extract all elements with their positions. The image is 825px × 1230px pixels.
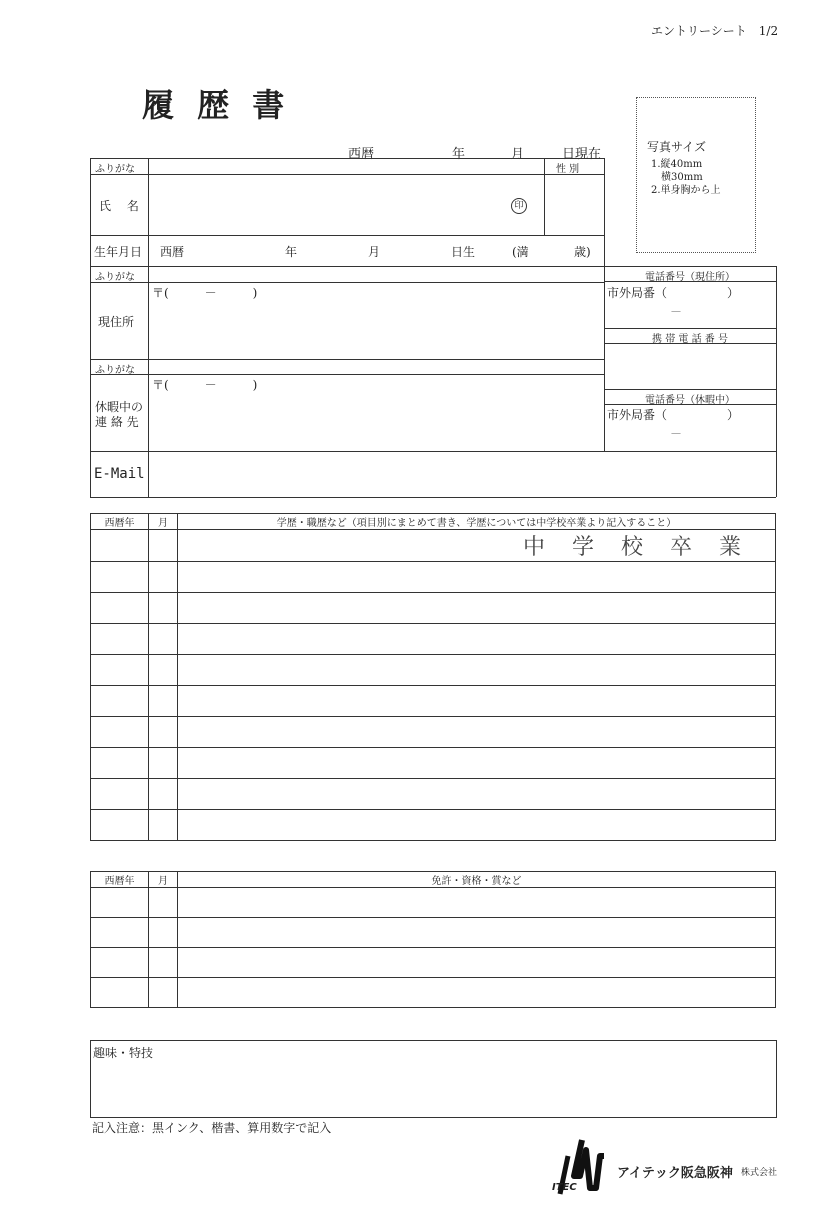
table-row — [91, 655, 776, 686]
history-table — [90, 513, 776, 841]
table-row — [91, 686, 776, 717]
licenses-col-month: 月 — [149, 872, 178, 888]
vacation-phone-dash: － — [670, 427, 683, 441]
hobby-label: 趣味・特技 — [93, 1046, 154, 1060]
home-phone-dash: － — [670, 305, 683, 319]
company-suffix: 株式会社 — [741, 1168, 778, 1178]
company-logo — [552, 1136, 614, 1198]
date-year: 年 — [452, 147, 466, 162]
table-row — [91, 978, 776, 1008]
age-open: (満 — [512, 245, 529, 259]
name-furigana-label: ふりがな — [95, 164, 135, 175]
table-row — [91, 779, 776, 810]
vacation-phone-area-code: 市外局番（ ） — [607, 408, 740, 422]
photo-heading: 写真サイズ — [647, 140, 707, 154]
photo-size-width: 横30mm — [661, 172, 703, 183]
table-row — [91, 624, 776, 655]
table-row — [91, 593, 776, 624]
birth-year: 年 — [285, 245, 298, 259]
vacation-postal-code: 〒( － ) — [152, 378, 258, 392]
home-phone-heading: 電話番号（現住所） — [645, 272, 735, 283]
table-row — [91, 748, 776, 779]
company-logo-text: ITEC — [552, 1182, 577, 1193]
name-label: 氏 名 — [99, 199, 145, 213]
address-label: 現住所 — [98, 315, 135, 329]
address-furigana-label: ふりがな — [95, 272, 135, 283]
address-postal-code: 〒( － ) — [152, 286, 258, 300]
history-col-month: 月 — [149, 514, 178, 530]
seal-mark-icon: 印 — [511, 198, 527, 214]
photo-size-height: 1.縦40mm — [651, 159, 703, 170]
age-close: 歳) — [574, 245, 591, 259]
birthdate-label: 生年月日 — [94, 245, 143, 259]
vacation-label-line1: 休暇中の — [95, 400, 144, 414]
vacation-furigana-label: ふりがな — [95, 365, 135, 376]
table-row — [91, 810, 776, 841]
licenses-col-desc: 免許・資格・賞など — [178, 872, 776, 888]
history-col-year: 西暦年 — [91, 514, 149, 530]
page-title: 履 歴 書 — [142, 86, 291, 124]
date-day: 日現在 — [562, 147, 602, 162]
mobile-phone-heading: 携 帯 電 話 番 号 — [652, 334, 728, 345]
table-row — [91, 530, 776, 562]
birth-day: 日生 — [451, 245, 476, 259]
table-row — [91, 918, 776, 948]
history-first-row: 中 学 校 卒 業 — [178, 530, 776, 562]
table-row — [91, 888, 776, 918]
licenses-table — [90, 871, 776, 1008]
table-row — [91, 562, 776, 593]
hobby-box — [90, 1040, 777, 1118]
vacation-phone-heading: 電話番号（休暇中） — [645, 395, 735, 406]
photo-box — [636, 97, 756, 253]
entry-sheet-label: エントリーシート 1/2 — [651, 24, 779, 38]
date-month: 月 — [511, 147, 525, 162]
table-row — [91, 717, 776, 748]
birth-month: 月 — [368, 245, 381, 259]
email-label: E-Mail — [94, 466, 145, 482]
entry-note: 記入注意：黒インク、楷書、算用数字で記入 — [92, 1121, 332, 1135]
photo-instruction: 2.単身胸から上 — [651, 185, 721, 196]
home-phone-area-code: 市外局番（ ） — [607, 286, 740, 300]
birth-era: 西暦 — [160, 245, 185, 259]
date-era: 西暦 — [348, 147, 375, 162]
company-name: アイテック阪急阪神 — [617, 1166, 733, 1181]
history-col-desc: 学歴・職歴など（項目別にまとめて書き、学歴については中学校卒業より記入すること） — [178, 514, 776, 530]
table-row — [91, 948, 776, 978]
vacation-label-line2: 連 絡 先 — [95, 415, 139, 429]
gender-label: 性 別 — [556, 164, 580, 175]
licenses-col-year: 西暦年 — [91, 872, 149, 888]
